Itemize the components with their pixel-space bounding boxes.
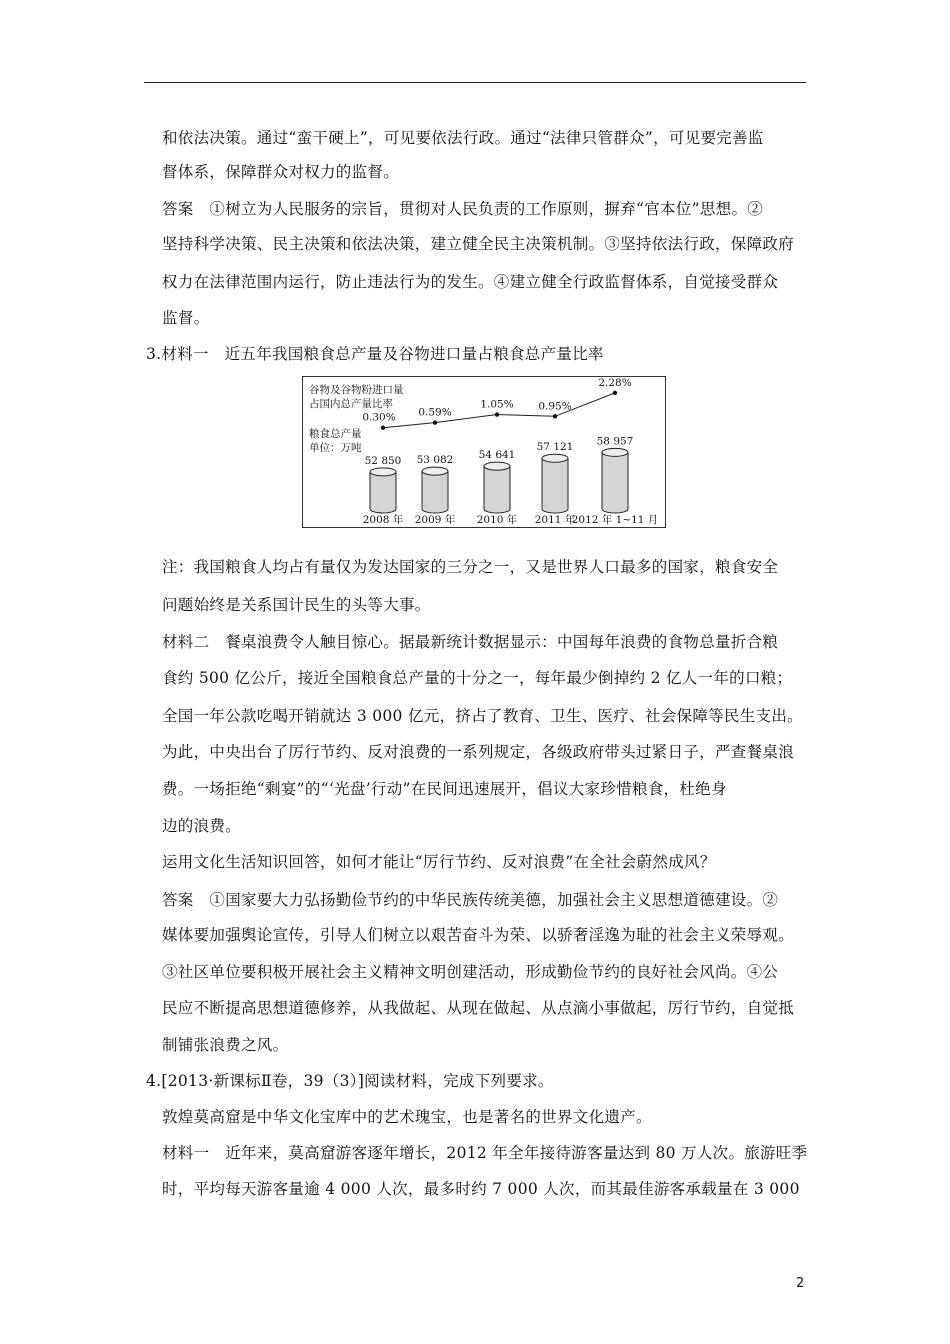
grain-bar-top: [422, 467, 448, 475]
question-3-title: 3.材料一 近五年我国粮食总产量及谷物进口量占粮食总产量比率: [146, 345, 604, 363]
category-label: 2008 年: [362, 514, 404, 526]
text-line: 问题始终是关系国计民生的头等大事。: [162, 596, 431, 614]
text-line: 全国一年公款吃喝开销就达 3 000 亿元，挤占了教育、卫生、医疗、社会保障等民生支出。: [162, 707, 803, 725]
text-line: ③社区单位要积极开展社会主义精神文明创建活动，形成勤俭节约的良好社会风尚。④公: [162, 963, 779, 981]
text-line: 为此，中央出台了厉行节约、反对浪费的一系列规定，各级政府带头过紧日子，严查餐桌浪: [162, 743, 795, 761]
grain-chart-svg: [303, 377, 665, 527]
line-series-label: 占国内总产量比率: [309, 398, 393, 410]
text-line: 民应不断提高思想道德修养，从我做起、从现在做起、从点滴小事做起，厉行节约，自觉抵: [162, 999, 795, 1017]
grain-bar: [602, 452, 628, 513]
text-line: 监督。: [162, 309, 210, 327]
grain-bar-top: [542, 454, 568, 462]
ratio-value-label: 0.30%: [362, 411, 396, 424]
ratio-point: [495, 412, 499, 416]
bar-value-label: 57 121: [536, 441, 574, 454]
question-4-title: 4.[2013·新课标Ⅱ卷，39（3）]阅读材料，完成下列要求。: [146, 1072, 554, 1090]
grain-bar: [484, 466, 510, 513]
grain-bar: [370, 472, 396, 513]
bar-series-label: 单位：万吨: [309, 442, 362, 454]
note-line: 注：我国粮食人均占有量仅为发达国家的三分之一，又是世界人口最多的国家，粮食安全: [162, 558, 779, 576]
line-series-label: 谷物及谷物粉进口量: [309, 384, 404, 396]
answer-line: 答案 ①树立为人民服务的宗旨，贯彻对人民负责的工作原则，摒弃“官本位”思想。②: [162, 200, 764, 218]
ratio-value-label: 2.28%: [598, 377, 632, 389]
ratio-value-label: 1.05%: [480, 398, 514, 411]
bar-series-label: 粮食总产量: [309, 428, 362, 440]
text-line: 和依法决策。通过“蛮干硬上”，可见要依法行政。通过“法律只管群众”，可见要完善监: [162, 129, 764, 147]
text-line: 坚持科学决策、民主决策和依法决策，建立健全民主决策机制。③坚持依法行政，保障政府: [162, 235, 795, 253]
header-rule: [144, 82, 806, 83]
text-line: 费。一场拒绝“剩宴”的“‘光盘’行动”在民间迅速展开，倡议大家珍惜粮食，杜绝身: [162, 780, 727, 798]
text-line: 媒体要加强舆论宣传，引导人们树立以艰苦奋斗为荣、以骄奢淫逸为耻的社会主义荣辱观。: [162, 926, 795, 944]
category-label: 2011 年: [534, 514, 576, 526]
text-line: 食约 500 亿公斤，接近全国粮食总产量的十分之一，每年最少倒掉约 2 亿人一年的口粮；: [162, 669, 793, 687]
text-line: 边的浪费。: [162, 817, 242, 835]
grain-bar-top: [602, 448, 628, 456]
text-line: 制铺张浪费之风。: [162, 1036, 289, 1054]
text-line: 敦煌莫高窟是中华文化宝库中的艺术瑰宝，也是著名的世界文化遗产。: [162, 1108, 652, 1126]
bar-value-label: 53 082: [416, 454, 454, 467]
category-label: 2010 年: [476, 514, 518, 526]
ratio-value-label: 0.59%: [418, 406, 452, 419]
bar-value-label: 52 850: [364, 454, 402, 467]
category-label: 2012 年 1~11 月: [571, 514, 659, 526]
material-2-line: 材料二 餐桌浪费令人触目惊心。据最新统计数据显示：中国每年浪费的食物总量折合粮: [162, 633, 779, 651]
ratio-point: [433, 420, 437, 424]
question-line: 运用文化生活知识回答，如何才能让“厉行节约、反对浪费”在全社会蔚然成风？: [162, 853, 716, 871]
bar-value-label: 54 641: [478, 449, 516, 462]
answer-line: 答案 ①国家要大力弘扬勤俭节约的中华民族传统美德，加强社会主义思想道德建设。②: [162, 891, 779, 909]
grain-bar: [422, 471, 448, 513]
ratio-point: [553, 414, 557, 418]
grain-bar: [542, 458, 568, 513]
grain-chart: [302, 376, 666, 528]
page-number: 2: [796, 1276, 805, 1291]
bar-value-label: 58 957: [596, 435, 634, 448]
ratio-point: [613, 391, 617, 395]
grain-bar-top: [370, 468, 396, 476]
text-line: 督体系，保障群众对权力的监督。: [162, 163, 400, 181]
ratio-value-label: 0.95%: [538, 400, 572, 413]
ratio-point: [381, 426, 385, 430]
category-label: 2009 年: [414, 514, 456, 526]
material-1-line: 材料一 近年来，莫高窟游客逐年增长，2012 年全年接待游客量达到 80 万人次。旅游旺季: [162, 1144, 808, 1162]
text-line: 时，平均每天游客量逾 4 000 人次，最多时约 7 000 人次，而其最佳游客承载量在 3 000: [162, 1180, 800, 1198]
grain-bar-top: [484, 462, 510, 470]
text-line: 权力在法律范围内运行，防止违法行为的发生。④建立健全行政监督体系，自觉接受群众: [162, 273, 779, 291]
